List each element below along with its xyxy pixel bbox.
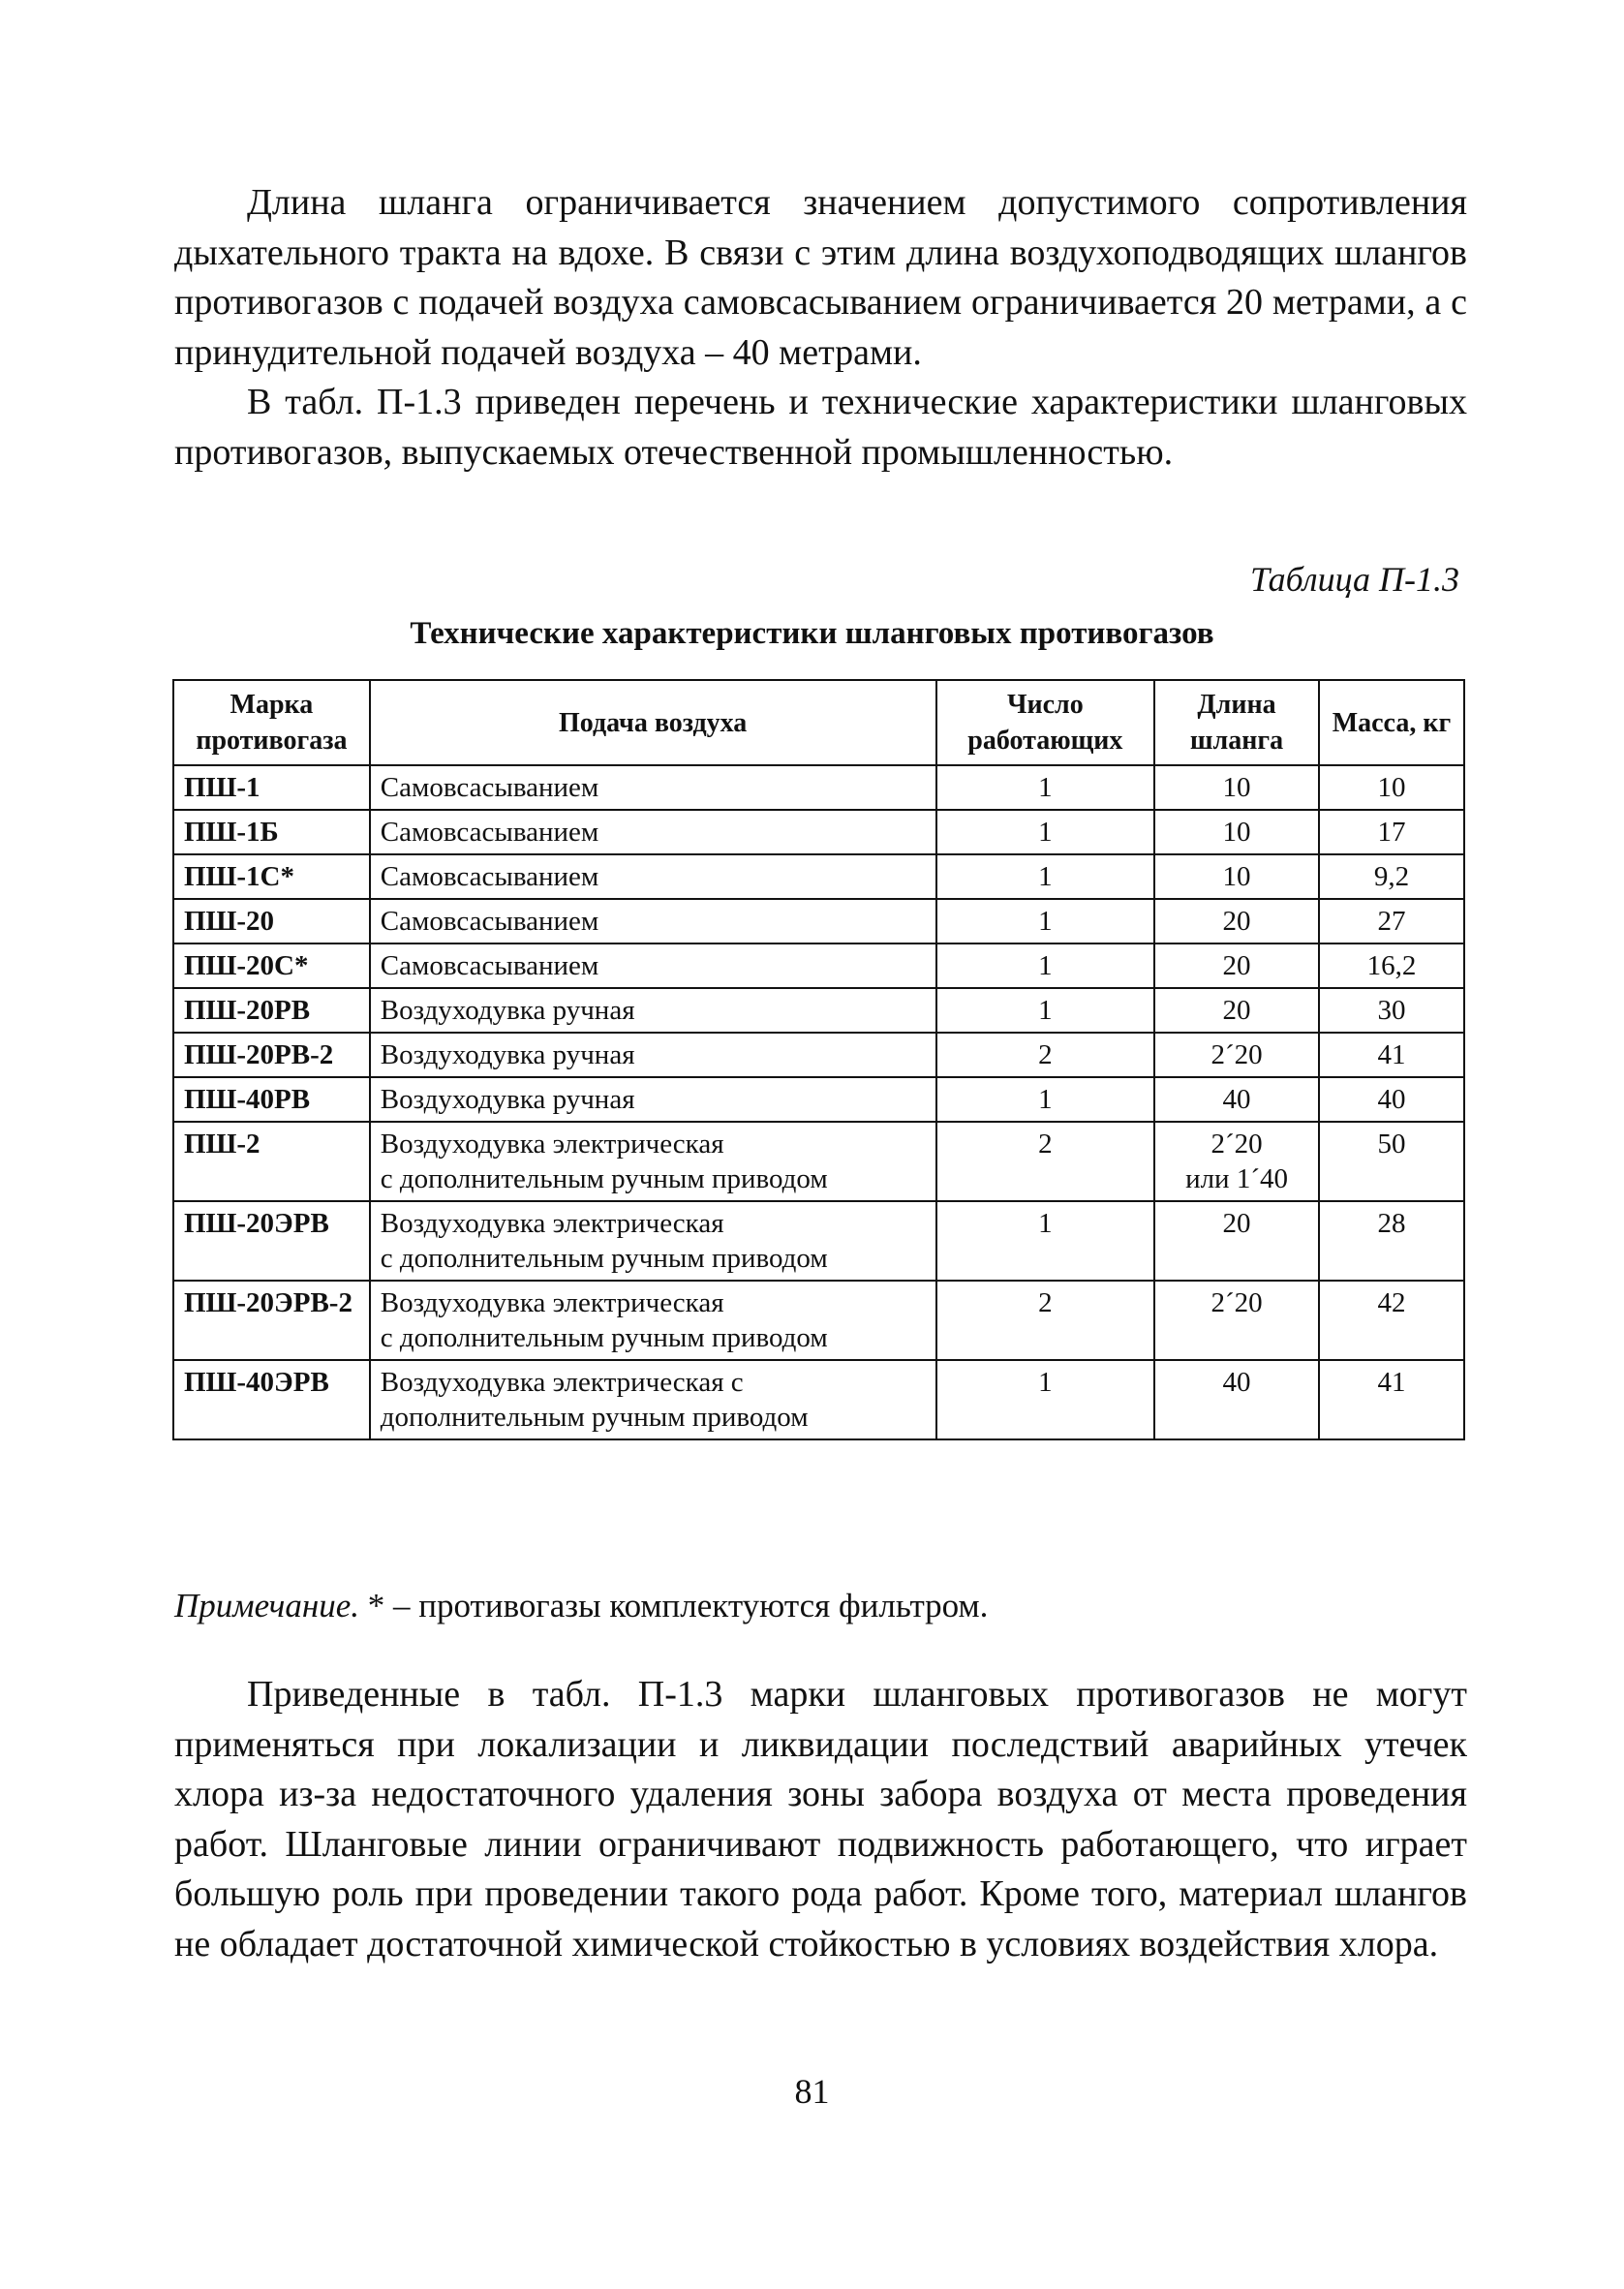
cell-hose-length: 20: [1154, 943, 1319, 988]
cell-air-supply: [370, 765, 936, 810]
cell-workers: 1: [936, 1360, 1155, 1439]
cell-air-supply-line: с дополнительным ручным приводом: [380, 1322, 828, 1353]
cell-air-supply-line: Воздуходувка электрическая с: [380, 1367, 744, 1398]
cell-hose-length-line: или 1´40: [1185, 1163, 1288, 1194]
cell-hose-length: 10: [1154, 854, 1319, 899]
cell-model: ПШ-1С*: [173, 854, 370, 899]
cell-mass: 17: [1319, 810, 1464, 854]
note-label: Примечание.: [174, 1587, 360, 1624]
paragraph-hose-length: Длина шланга ограничивается значением допустимого сопротивления дыхательного тракта на вдохе. В связи с этим длина воздухоподводящих шлангов противогазов с подачей воздуха самовсасыванием ограничивается 20 метрами, а с принудительной подачей воздуха – 40 метрами.: [174, 182, 1467, 373]
table-title: Технические характеристики шланговых противогазов: [410, 616, 1214, 651]
cell-workers: 2: [936, 1281, 1155, 1360]
cell-model: ПШ-20РВ-2: [173, 1033, 370, 1077]
table-row: [173, 765, 1464, 810]
cell-air-supply: [370, 1033, 936, 1077]
cell-air-supply: [370, 1122, 936, 1201]
cell-model: ПШ-20: [173, 899, 370, 943]
cell-air-supply-line: Воздуходувка электрическая: [380, 1287, 724, 1318]
cell-model: ПШ-1: [173, 765, 370, 810]
table-row: [173, 1281, 1464, 1360]
cell-air-supply: [370, 1281, 936, 1360]
cell-workers: 1: [936, 899, 1155, 943]
cell-mass: 41: [1319, 1033, 1464, 1077]
table-row: [173, 1122, 1464, 1201]
table-row: [173, 1360, 1464, 1439]
cell-mass: 9,2: [1319, 854, 1464, 899]
cell-air-supply-line: Самовсасыванием: [380, 817, 599, 848]
header-model: Марка противогаза: [173, 680, 370, 765]
cell-air-supply: [370, 810, 936, 854]
cell-workers: 1: [936, 1077, 1155, 1122]
cell-air-supply: [370, 1360, 936, 1439]
cell-mass: 30: [1319, 988, 1464, 1033]
table-row: [173, 854, 1464, 899]
cell-model: ПШ-20ЭРВ: [173, 1201, 370, 1281]
table-row: [173, 988, 1464, 1033]
cell-model: ПШ-20ЭРВ-2: [173, 1281, 370, 1360]
cell-model: ПШ-20С*: [173, 943, 370, 988]
cell-hose-length: 10: [1154, 810, 1319, 854]
cell-mass: 27: [1319, 899, 1464, 943]
cell-workers: 1: [936, 988, 1155, 1033]
cell-hose-length-line: 2´20: [1210, 1129, 1263, 1160]
table-note: [174, 1587, 988, 1625]
cell-model: ПШ-20РВ: [173, 988, 370, 1033]
cell-hose-length: 10: [1154, 765, 1319, 810]
table-row: [173, 1201, 1464, 1281]
table-row: [173, 1077, 1464, 1122]
note-text: * – противогазы комплектуются фильтром.: [359, 1587, 989, 1624]
cell-workers: 1: [936, 1201, 1155, 1281]
cell-hose-length: 20: [1154, 1201, 1319, 1281]
cell-workers: 1: [936, 854, 1155, 899]
cell-mass: 40: [1319, 1077, 1464, 1122]
header-hose-length: Длина шланга: [1154, 680, 1319, 765]
table-row: [173, 943, 1464, 988]
cell-hose-length: [1154, 1122, 1319, 1201]
cell-workers: 1: [936, 810, 1155, 854]
table-row: [173, 1033, 1464, 1077]
paragraph-table-intro: В табл. П-1.3 приведен перечень и технические характеристики шланговых противогазов, выпускаемых отечественной промышленностью.: [174, 382, 1467, 473]
cell-mass: 41: [1319, 1360, 1464, 1439]
cell-air-supply-line: Воздуходувка электрическая: [380, 1129, 724, 1160]
table-row: [173, 810, 1464, 854]
table-header-row: [173, 680, 1464, 765]
cell-air-supply-line: с дополнительным ручным приводом: [380, 1243, 828, 1274]
cell-air-supply: [370, 1077, 936, 1122]
header-air-supply: Подача воздуха: [370, 680, 936, 765]
gas-mask-specs-table: [172, 679, 1465, 1440]
cell-air-supply: [370, 854, 936, 899]
cell-air-supply-line: Воздуходувка ручная: [380, 995, 635, 1026]
cell-model: ПШ-40РВ: [173, 1077, 370, 1122]
cell-air-supply-line: Воздуходувка ручная: [380, 1039, 635, 1070]
table-label: Таблица П-1.3: [1249, 560, 1459, 599]
table-row: [173, 899, 1464, 943]
cell-mass: 28: [1319, 1201, 1464, 1281]
cell-hose-length: 2´20: [1154, 1033, 1319, 1077]
cell-workers: 1: [936, 943, 1155, 988]
cell-air-supply: [370, 988, 936, 1033]
cell-workers: 1: [936, 765, 1155, 810]
cell-hose-length: 40: [1154, 1360, 1319, 1439]
cell-workers: 2: [936, 1122, 1155, 1201]
cell-hose-length: 20: [1154, 988, 1319, 1033]
cell-air-supply-line: с дополнительным ручным приводом: [380, 1163, 828, 1194]
cell-model: ПШ-2: [173, 1122, 370, 1201]
cell-air-supply-line: Самовсасыванием: [380, 950, 599, 981]
cell-hose-length: 40: [1154, 1077, 1319, 1122]
cell-model: ПШ-40ЭРВ: [173, 1360, 370, 1439]
cell-air-supply-line: дополнительным ручным приводом: [380, 1402, 809, 1433]
header-mass: Масса, кг: [1319, 680, 1464, 765]
cell-air-supply-line: Воздуходувка ручная: [380, 1084, 635, 1115]
cell-air-supply-line: Самовсасыванием: [380, 906, 599, 937]
cell-hose-length: 20: [1154, 899, 1319, 943]
cell-hose-length: 2´20: [1154, 1281, 1319, 1360]
cell-air-supply: [370, 943, 936, 988]
cell-model: ПШ-1Б: [173, 810, 370, 854]
page-number: 81: [794, 2072, 830, 2111]
cell-air-supply: [370, 1201, 936, 1281]
header-workers: Число работающих: [936, 680, 1155, 765]
cell-air-supply-line: Самовсасыванием: [380, 772, 599, 803]
cell-air-supply-line: Самовсасыванием: [380, 861, 599, 892]
cell-air-supply-line: Воздуходувка электрическая: [380, 1208, 724, 1239]
cell-mass: 42: [1319, 1281, 1464, 1360]
paragraph-limitations: Приведенные в табл. П-1.3 марки шланговых противогазов не могут применяться при локализации и ликвидации последствий аварийных утечек хлора из-за недостаточного удаления зоны забора воздуха от места проведения работ. Шланговые линии ограничивают подвижность работающего, что играет большую роль при проведении такого рода работ. Кроме того, материал шлангов не обладает достаточной химической стойкостью в условиях воздействия хлора.: [174, 1674, 1467, 1964]
cell-workers: 2: [936, 1033, 1155, 1077]
cell-mass: 10: [1319, 765, 1464, 810]
cell-mass: 16,2: [1319, 943, 1464, 988]
cell-air-supply: [370, 899, 936, 943]
cell-mass: 50: [1319, 1122, 1464, 1201]
